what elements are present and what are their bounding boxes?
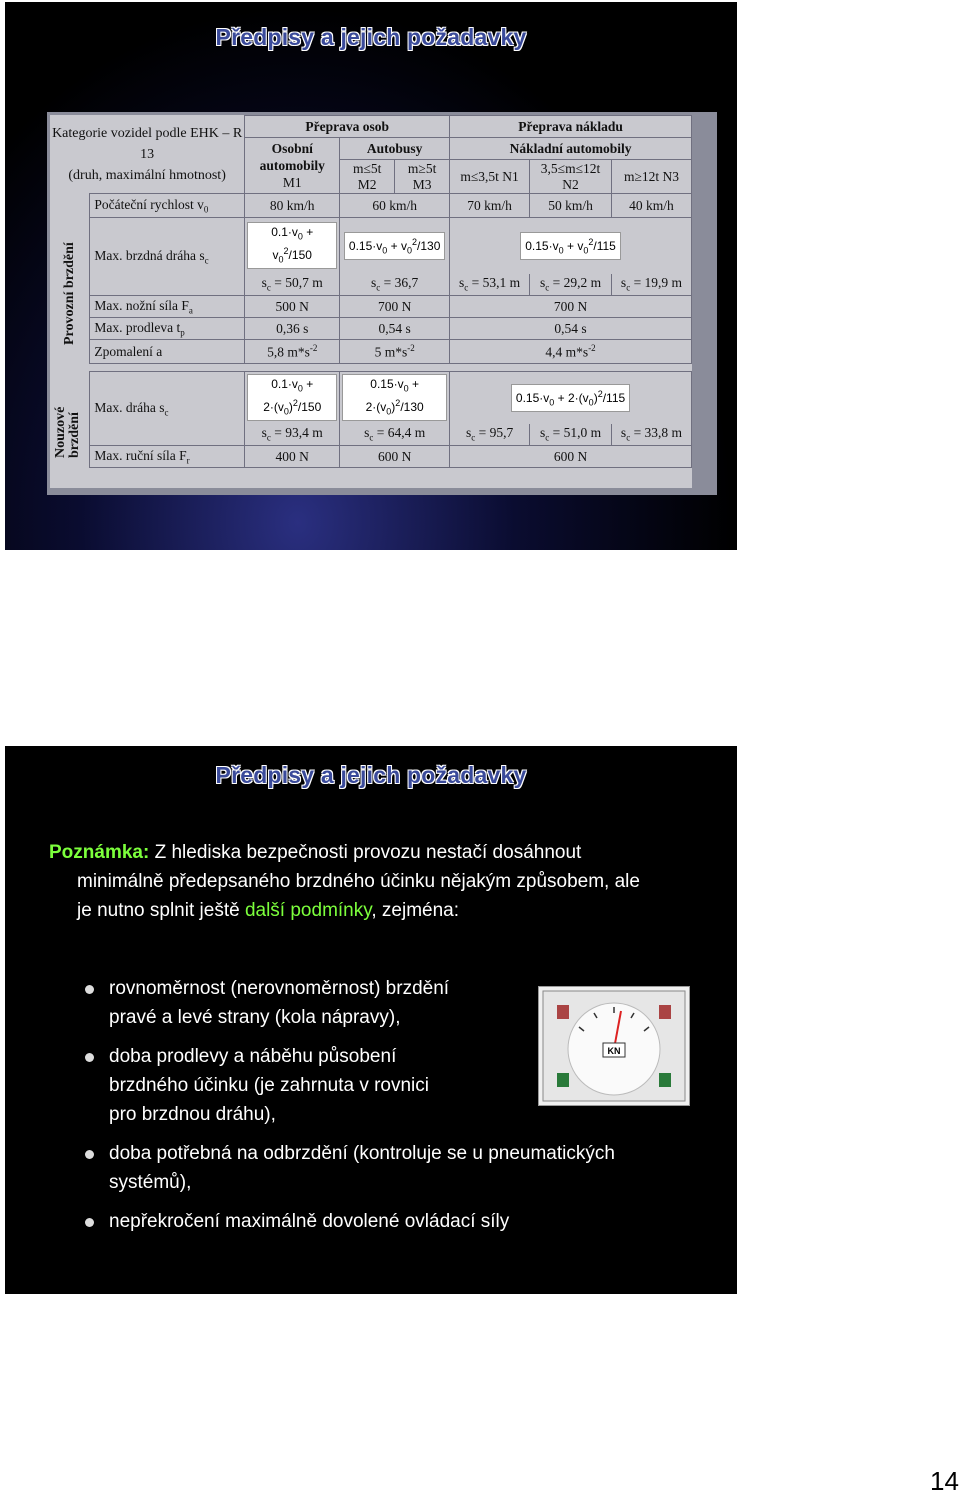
decel-trucks: 4,4 $m*s^{-2}$ — [450, 340, 692, 364]
pedal-m1: 500 N — [245, 296, 340, 318]
formula-emergency-trucks: $0.15\cdot v_0 + 2\cdot(v_0)^2/115$ — [450, 372, 692, 424]
delay-bus: 0,54 s — [340, 318, 450, 340]
row-label-delay: Max. prodleva $t_p$ — [90, 318, 245, 340]
side-label-emergency: Nouzové brzdění — [53, 406, 82, 458]
hand-bus: 600 N — [340, 446, 450, 468]
header-cars: Osobní automobily M1 — [245, 138, 340, 194]
slide-2-title: Předpisy a jejich požadavky — [215, 762, 527, 788]
header-people: Přeprava osob — [245, 116, 450, 138]
value-service-m1: $s_c = 50,7$ m — [245, 274, 340, 296]
delay-trucks: 0,54 s — [450, 318, 692, 340]
row-label-emergency-distance: Max. dráha $s_c$ — [90, 372, 245, 446]
header-bus: Autobusy — [340, 138, 450, 160]
list-item: doba prodlevy a náběhu působení brzdného účinku (je zahrnuta v rovnici pro brzdnou dráhu), — [85, 1042, 615, 1129]
speed-n3: 40 km/h — [611, 194, 691, 218]
header-n1: m≤3,5t N1 — [450, 160, 530, 194]
row-label-deceleration: Zpomalení a — [90, 340, 245, 364]
slide-1-title: Předpisy a jejich požadavky — [215, 24, 527, 50]
gauge-unit: KN — [607, 1046, 621, 1056]
header-m2: m≤5t M2 — [340, 160, 395, 194]
value-emergency-bus: $s_c = 64,4$ m — [340, 424, 450, 446]
delay-m1: 0,36 s — [245, 318, 340, 340]
list-item: nepřekročení maximálně dovolené ovládací síly — [85, 1207, 615, 1236]
speed-n2: 50 km/h — [530, 194, 612, 218]
page-number: 14 — [930, 1466, 959, 1496]
value-service-bus: $s_c = 36,7$ — [340, 274, 450, 296]
header-cargo: Přeprava nákladu — [450, 116, 692, 138]
row-label-pedal: Max. nožní síla $F_a$ — [90, 296, 245, 318]
decel-m1: 5,8 $m*s^{-2}$ — [245, 340, 340, 364]
row-label-speed: Počáteční rychlost $v_0$ — [90, 194, 245, 218]
note-paragraph: Poznámka: Z hlediska bezpečnosti provozu nestačí dosáhnout minimálně předepsaného brzdného účinku nějakým způsobem, ale je nutno splnit ještě další podmínky, zejména: — [49, 842, 640, 921]
note-highlight: další podmínky — [244, 900, 372, 921]
row-label-hand-force: Max. ruční síla $F_r$ — [90, 446, 245, 468]
pedal-trucks: 700 N — [450, 296, 692, 318]
value-service-n2: $s_c = 29,2$ m — [530, 274, 612, 296]
value-service-n3: $s_c = 19,9$ m — [611, 274, 691, 296]
formula-m1: $0.1\cdot v_0 + v_0^2/150$ — [245, 218, 340, 274]
formula-emergency-bus: $0.15\cdot v_0 + 2\cdot(v_0)^2/130$ — [340, 372, 450, 424]
side-label-service: Provozní brzdění — [62, 242, 77, 345]
brake-gauge-image — [538, 986, 690, 1106]
row-label-brake-distance: Max. brzdná dráha $s_c$ — [90, 218, 245, 296]
requirements-list — [85, 974, 615, 1246]
hand-m1: 400 N — [245, 446, 340, 468]
formula-trucks: $0.15\cdot v_0 + v_0^2/115$ — [450, 218, 692, 274]
header-category: Kategorie vozidel podle EHK – R 13 (druh, maximální hmotnost) — [52, 125, 243, 183]
value-emergency-n3: $s_c = 33,8$ m — [611, 424, 691, 446]
speed-bus: 60 km/h — [340, 194, 450, 218]
note-label: Poznámka: — [49, 842, 150, 863]
value-service-n1: $s_c = 53,1$ m — [450, 274, 530, 296]
header-n3: m≥12t N3 — [611, 160, 691, 194]
speed-n1: 70 km/h — [450, 194, 530, 218]
brake-requirements-table — [50, 115, 692, 468]
header-m3: m≥5t M3 — [395, 160, 450, 194]
formula-bus: $0.15\cdot v_0 + v_0^2/130$ — [340, 218, 450, 274]
value-emergency-n1: $s_c = 95,7$ — [450, 424, 530, 446]
header-n2: 3,5≤m≤12t N2 — [530, 160, 612, 194]
pedal-bus: 700 N — [340, 296, 450, 318]
decel-bus: 5 $m*s^{-2}$ — [340, 340, 450, 364]
value-emergency-n2: $s_c = 51,0$ m — [530, 424, 612, 446]
speed-m1: 80 km/h — [245, 194, 340, 218]
list-item: rovnoměrnost (nerovnoměrnost) brzdění pravé a levé strany (kola nápravy), — [85, 974, 615, 1032]
value-emergency-m1: $s_c = 93,4$ m — [245, 424, 340, 446]
slide-2 — [5, 746, 737, 1294]
header-trucks: Nákladní automobily — [450, 138, 692, 160]
formula-emergency-m1: $0.1\cdot v_0 + 2\cdot(v_0)^2/150$ — [245, 372, 340, 424]
hand-trucks: 600 N — [450, 446, 692, 468]
list-item: doba potřebná na odbrzdění (kontroluje se u pneumatických systémů), — [85, 1139, 615, 1197]
